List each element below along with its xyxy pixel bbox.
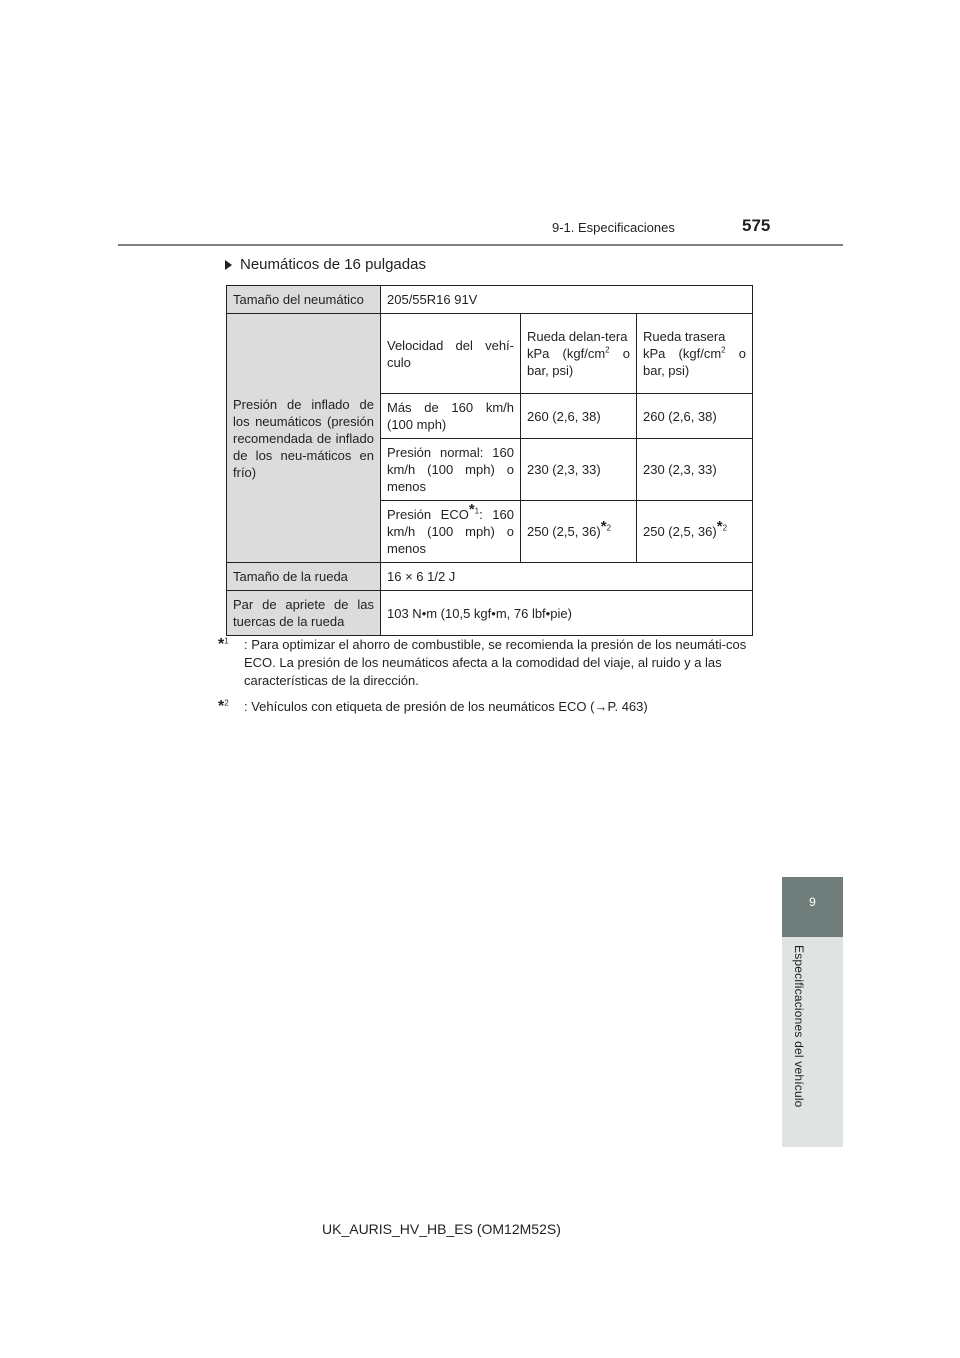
- front-pressure-cell: 230 (2,3, 33): [521, 439, 637, 501]
- table-row: [227, 591, 753, 636]
- rear-header-unit: kPa (kgf/cm: [643, 346, 722, 361]
- front-pressure-cell: 260 (2,6, 38): [521, 394, 637, 439]
- footnote-marker: *$^2$: [218, 698, 229, 715]
- table-row: [227, 314, 753, 394]
- table-row: [227, 563, 753, 591]
- speed-cell: Presión normal: 160 km/h (100 mph) o menos: [381, 439, 521, 501]
- rear-pressure-cell: [637, 501, 753, 563]
- section-title: 9-1. Especificaciones: [552, 220, 675, 235]
- asterisk: *: [468, 501, 475, 518]
- tire-size-value: 205/55R16 91V: [381, 286, 753, 314]
- note-ref: 2: [606, 523, 612, 533]
- torque-value: 103 N•m (10,5 kgf•m, 76 lbf•pie): [381, 591, 753, 636]
- footnote-text: : Vehículos con etiqueta de presión de los neumáticos ECO (→P. 463): [244, 699, 648, 714]
- wheel-size-label: Tamaño de la rueda: [227, 563, 381, 591]
- pressure-label: Presión de inflado de los neumáticos (presión recomendada de inflado de los neu-máticos en frío): [227, 314, 381, 563]
- rear-pressure-value: 250 (2,5, 36): [643, 524, 717, 539]
- note-ref: 2: [722, 523, 728, 533]
- speed-cell-prefix: Presión ECO: [387, 507, 469, 522]
- front-wheel-header: [521, 314, 637, 394]
- torque-label: Par de apriete de las tuercas de la rueda: [227, 591, 381, 636]
- asterisk: *: [600, 518, 607, 535]
- footnote-1: [218, 636, 748, 690]
- rear-wheel-header: [637, 314, 753, 394]
- tire-spec-table: [226, 285, 753, 636]
- chapter-label: Especificaciones del vehículo: [792, 945, 806, 1108]
- rear-header-title: Rueda trasera: [643, 329, 726, 344]
- speed-cell: [381, 501, 521, 563]
- rear-pressure-cell: 260 (2,6, 38): [637, 394, 753, 439]
- speed-cell: Más de 160 km/h (100 mph): [381, 394, 521, 439]
- rear-pressure-cell: 230 (2,3, 33): [637, 439, 753, 501]
- wheel-size-value: 16 × 6 1/2 J: [381, 563, 753, 591]
- front-header-title: Rueda delan-tera: [527, 329, 628, 344]
- footnote-text: : Para optimizar el ahorro de combustible, se recomienda la presión de los neumáti-cos ECO. La presión de los neumáticos afecta a la comodidad del viaje, al ruido y a las características de la dirección.: [244, 637, 747, 688]
- rear-header-unit-rest: o bar, psi): [643, 346, 747, 378]
- front-header-unit: kPa (kgf/cm: [527, 346, 606, 361]
- speed-header: Velocidad del vehí-culo: [381, 314, 521, 394]
- front-pressure-cell: [521, 501, 637, 563]
- speed-cell-suffix: : 160 km/h (100 mph) o menos: [387, 507, 514, 556]
- front-header-unit-rest: o bar, psi): [527, 346, 631, 378]
- chapter-tab: [782, 877, 843, 937]
- header-divider: [118, 244, 843, 246]
- footnote-marker: *$^1$: [218, 636, 229, 653]
- footnote-2: [218, 698, 748, 716]
- section-heading-text: Neumáticos de 16 pulgadas: [240, 256, 426, 273]
- footnotes: [218, 636, 748, 724]
- superscript: 2: [605, 345, 610, 355]
- document-code: UK_AURIS_HV_HB_ES (OM12M52S): [322, 1221, 561, 1237]
- asterisk: *: [716, 518, 723, 535]
- table-row: [227, 286, 753, 314]
- note-ref: 1: [474, 506, 480, 516]
- tire-size-label: Tamaño del neumático: [227, 286, 381, 314]
- chapter-number: 9: [809, 895, 816, 909]
- triangle-arrow-icon: [225, 260, 232, 270]
- superscript: 2: [721, 345, 726, 355]
- page-number: 575: [742, 216, 771, 235]
- front-pressure-value: 250 (2,5, 36): [527, 524, 601, 539]
- section-heading: [225, 256, 426, 273]
